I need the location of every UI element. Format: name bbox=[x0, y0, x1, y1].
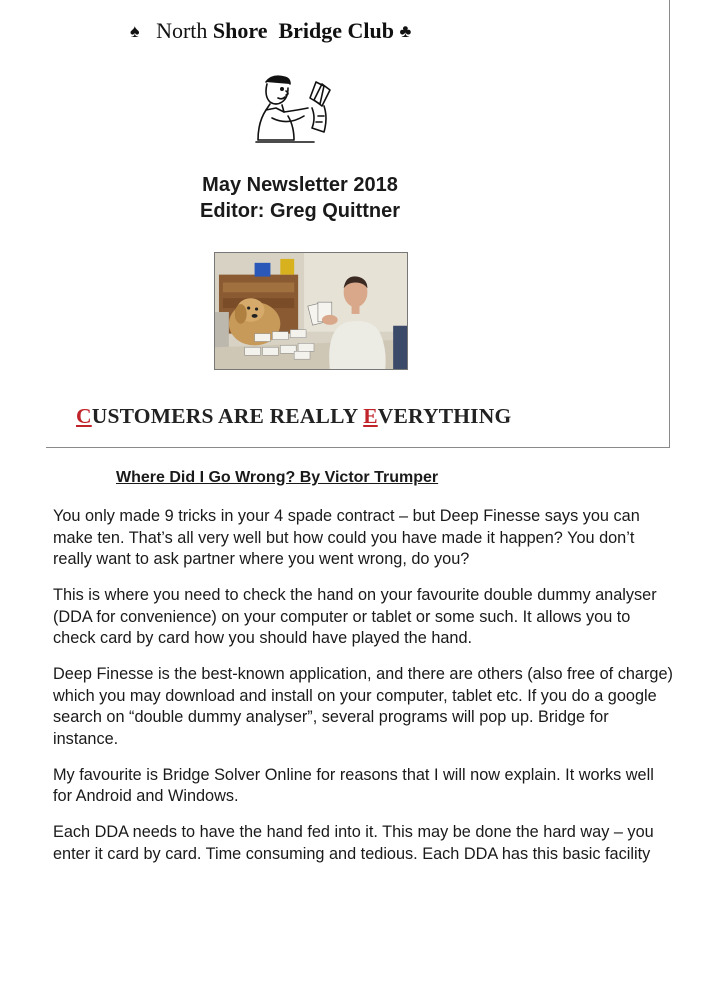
club-name-regular: North bbox=[156, 18, 208, 43]
article-paragraph: My favourite is Bridge Solver Online for reasons that I will now explain. It works well for Android and Windows. bbox=[53, 765, 654, 805]
motto bbox=[76, 404, 511, 429]
newsletter-editor: Editor: Greg Quittner bbox=[200, 200, 400, 222]
card-player-cartoon bbox=[254, 72, 332, 146]
newsletter-title: May Newsletter 2018 bbox=[202, 174, 398, 196]
motto-cap-e: E bbox=[363, 404, 378, 428]
article-body bbox=[53, 506, 673, 880]
club-name-bold: Shore Bridge Club bbox=[212, 18, 395, 43]
article-paragraph: This is where you need to check the hand on your favourite double dummy analyser (DDA for convenience) on your computer or tablet or some such. It allows you to check card by card how you should have played the hand. bbox=[53, 586, 657, 647]
editor-photo bbox=[214, 252, 408, 370]
motto-rest-2: VERYTHING bbox=[377, 404, 512, 428]
club-name bbox=[130, 18, 411, 44]
motto-rest-1: USTOMERS ARE REALLY bbox=[91, 404, 364, 428]
article-paragraph: Deep Finesse is the best-known application, and there are others (also free of charge) which you may download and install on your computer, tablet etc. If you do a google search on “double dummy analyser”, several programs will pop up. Bridge for instance. bbox=[53, 665, 673, 748]
newsletter-heading bbox=[0, 172, 600, 224]
article-heading: Where Did I Go Wrong? By Victor Trumper bbox=[116, 469, 439, 486]
spade-icon: ♠ bbox=[130, 21, 140, 41]
article-paragraph: You only made 9 tricks in your 4 spade contract – but Deep Finesse says you can make ten. That’s all very well but how could you have made it happen? You don’t really want to ask partner where you went wrong, do you? bbox=[53, 507, 640, 568]
article-paragraph: Each DDA needs to have the hand fed into it. This may be done the hard way – you enter it card by card. Time consuming and tedious. Each DDA has this basic facility bbox=[53, 823, 654, 863]
masthead-frame bbox=[46, 0, 670, 448]
club-icon: ♣ bbox=[399, 21, 412, 41]
motto-cap-c: C bbox=[76, 404, 92, 428]
